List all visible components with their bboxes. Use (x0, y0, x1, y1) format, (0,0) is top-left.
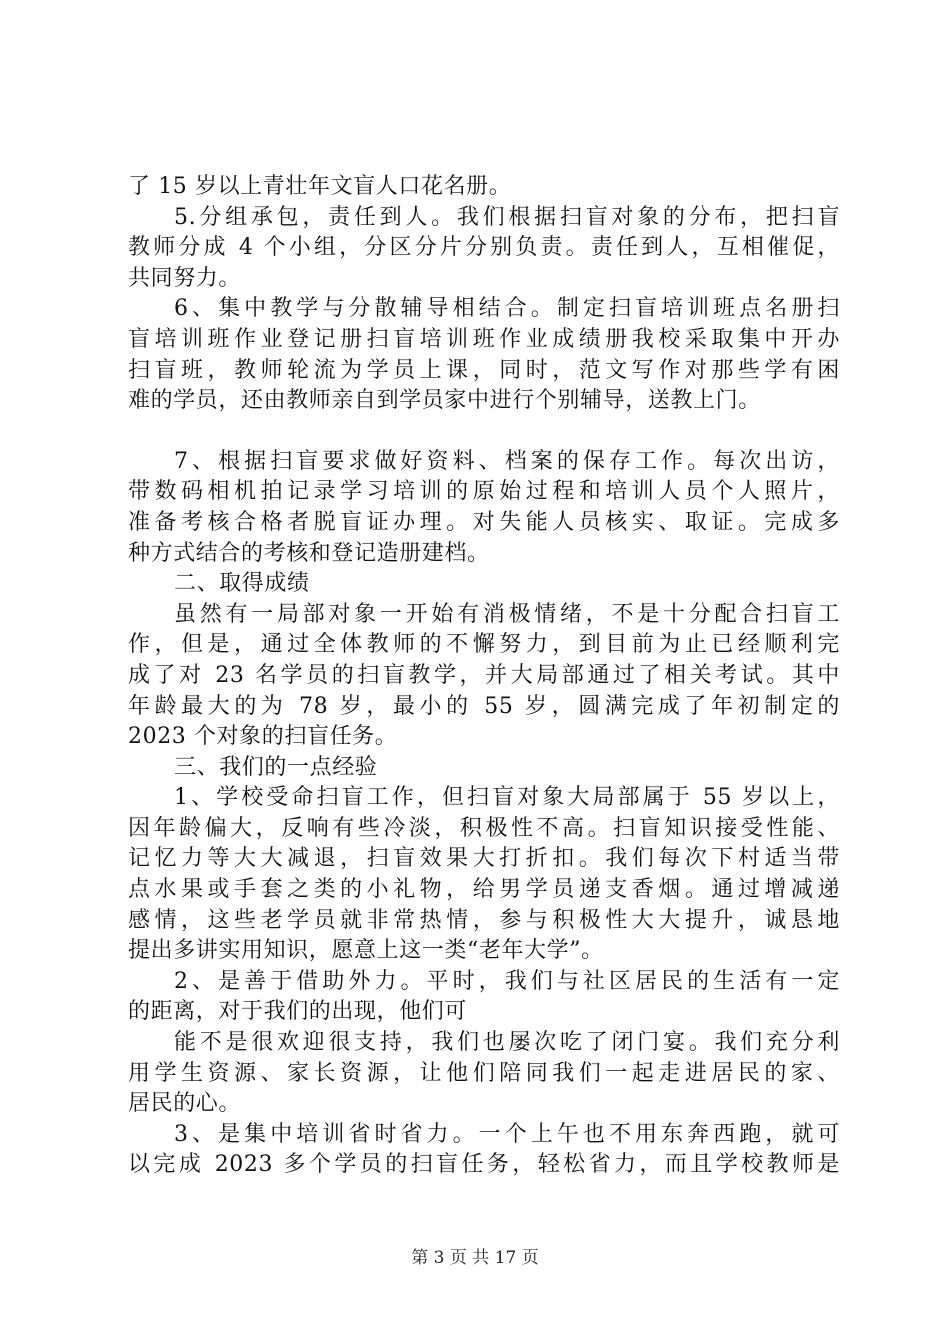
text-line: 共同努力。 (128, 265, 242, 291)
text-line: 提出多讲实用知识，愿意上这一类“老年大学”。 (128, 938, 604, 964)
text-line: 成了对 23 名学员的扫盲教学，并大局部通过了相关考试。其中 (128, 662, 840, 688)
text-line: 三、我们的一点经验 (174, 754, 378, 780)
text-line: 点水果或手套之类的小礼物，给男学员递支香烟。通过增减递 (128, 877, 840, 903)
text-line: 感情，这些老学员就非常热情，参与积极性大大提升，诚恳地 (128, 907, 840, 933)
text-line: 带数码相机拍记录学习培训的原始过程和培训人员个人照片， (128, 479, 840, 505)
text-line: 虽然有一局部对象一开始有消极情绪，不是十分配合扫盲工 (174, 601, 840, 627)
text-line: 6、集中教学与分散辅导相结合。制定扫盲培训班点名册扫 (174, 296, 840, 322)
body-text (128, 172, 840, 1181)
text-line: 7、根据扫盲要求做好资料、档案的保存工作。每次出访， (174, 448, 840, 474)
text-line: 种方式结合的考核和登记造册建档。 (128, 540, 490, 566)
text-line: 5.分组承包，责任到人。我们根据扫盲对象的分布，把扫盲 (174, 204, 840, 230)
text-line: 准备考核合格者脱盲证办理。对失能人员核实、取证。完成多 (128, 509, 840, 535)
text-line: 的距离，对于我们的出现，他们可 (128, 999, 468, 1025)
text-line: 因年龄偏大，反响有些冷淡，积极性不高。扫盲知识接受性能、 (128, 815, 840, 841)
text-line: 能不是很欢迎很支持，我们也屡次吃了闭门宴。我们充分利 (174, 1030, 840, 1056)
text-line: 2023 个对象的扫盲任务。 (128, 724, 398, 750)
text-line: 居民的心。 (128, 1091, 242, 1117)
text-line: 作，但是，通过全体教师的不懈努力，到目前为止已经顺利完 (128, 632, 840, 658)
text-line: 盲培训班作业登记册扫盲培训班作业成绩册我校采取集中开办 (128, 326, 840, 352)
text-line: 年龄最大的为 78 岁，最小的 55 岁，圆满完成了年初制定的 (128, 693, 840, 719)
text-line: 以完成 2023 多个学员的扫盲任务，轻松省力，而且学校教师是 (128, 1152, 840, 1178)
text-line: 1、学校受命扫盲工作，但扫盲对象大局部属于 55 岁以上， (174, 785, 840, 811)
text-line: 2、是善于借助外力。平时，我们与社区居民的生活有一定 (174, 968, 840, 994)
text-line: 用学生资源、家长资源，让他们陪同我们一起走进居民的家、 (128, 1060, 840, 1086)
text-line: 扫盲班，教师轮流为学员上课，同时，范文写作对那些学有困 (128, 357, 840, 383)
page-footer: 第 3 页 共 17 页 (411, 1248, 539, 1268)
text-line: 记忆力等大大减退，扫盲效果大打折扣。我们每次下村适当带 (128, 846, 840, 872)
paragraph-gap (128, 417, 840, 447)
text-line: 3、是集中培训省时省力。一个上午也不用东奔西跑，就可 (174, 1121, 840, 1147)
text-line: 教师分成 4 个小组，分区分片分别负责。责任到人，互相催促， (128, 235, 840, 261)
text-line: 了 15 岁以上青壮年文盲人口花名册。 (128, 174, 512, 199)
text-line: 二、取得成绩 (174, 571, 310, 597)
text-line: 难的学员，还由教师亲自到学员家中进行个别辅导，送教上门。 (128, 388, 761, 414)
